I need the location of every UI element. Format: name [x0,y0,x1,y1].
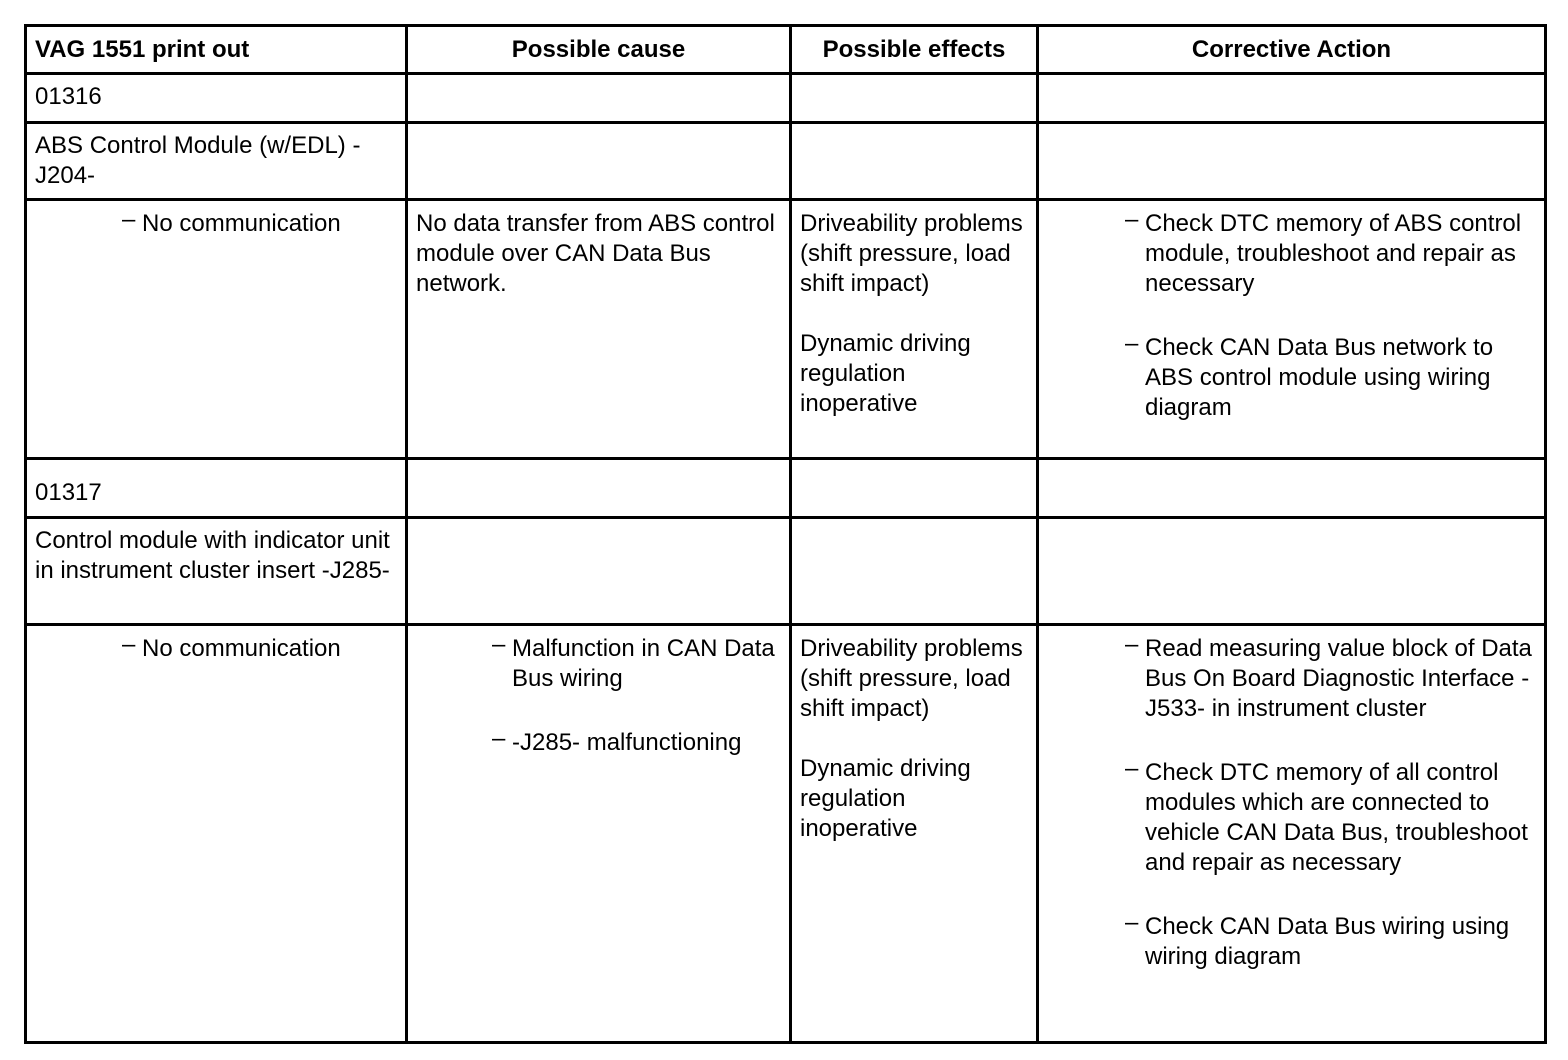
list-item: – Check DTC memory of all control modules which are connected to vehicle CAN Data Bus, troubleshoot and repair as necessary [1125,755,1528,876]
empty-cell [407,74,791,123]
dash-bullet: – [492,725,506,752]
action-cell [1038,200,1546,459]
fault-code: 01316 [26,74,407,123]
effect-text: Driveability problems (shift pressure, load shift impact) [800,635,1023,722]
empty-cell [407,518,791,625]
printout-cell [26,625,407,1043]
list-item: – Check DTC memory of ABS control module, troubleshoot and repair as necessary [1125,206,1522,297]
empty-cell [1038,459,1546,518]
empty-cell [791,459,1038,518]
header-row [26,26,1546,74]
dtc-table [24,24,1547,1044]
cause-text: No data transfer from ABS control module over CAN Data Bus network. [416,210,775,297]
table-row [26,200,1546,459]
dash-bullet: – [122,206,136,233]
table-row [26,518,1546,625]
table-row [26,459,1546,518]
action-cell [1038,625,1546,1043]
effect-text: Driveability problems (shift pressure, load shift impact) [800,210,1023,297]
module-name: ABS Control Module (w/EDL) -J204- [26,123,407,200]
module-name: Control module with indicator unit in instrument cluster insert -J285- [26,518,407,625]
cause-cell [407,200,791,459]
printout-cell [26,200,407,459]
header-printout: VAG 1551 print out [26,26,407,74]
list-item: – Read measuring value block of Data Bus On Board Diagnostic Interface -J533- in instrument cluster [1125,631,1532,722]
header-possible-cause: Possible cause [407,26,791,74]
table-row [26,74,1546,123]
empty-cell [791,123,1038,200]
empty-cell [407,459,791,518]
effects-cell [791,200,1038,459]
list-item: – -J285- malfunctioning [492,725,742,756]
dash-bullet: – [1125,909,1139,936]
empty-cell [1038,518,1546,625]
dash-bullet: – [1125,631,1139,658]
dash-bullet: – [1125,206,1139,233]
dash-bullet: – [1125,755,1139,782]
dash-bullet: – [492,631,506,658]
list-item: – No communication [122,631,341,662]
empty-cell [407,123,791,200]
dash-bullet: – [1125,330,1139,357]
empty-cell [791,74,1038,123]
effect-text: Dynamic driving regulation inoperative [800,330,971,417]
empty-cell [791,518,1038,625]
cause-cell [407,625,791,1043]
list-item: – Check CAN Data Bus wiring using wiring diagram [1125,909,1510,970]
fault-code: 01317 [26,459,407,518]
list-item: – Check CAN Data Bus network to ABS control module using wiring diagram [1125,330,1494,421]
table-row [26,625,1546,1043]
effects-cell [791,625,1038,1043]
effect-text: Dynamic driving regulation inoperative [800,755,971,842]
header-possible-effects: Possible effects [791,26,1038,74]
table-row [26,123,1546,200]
list-item: – No communication [122,206,341,237]
dash-bullet: – [122,631,136,658]
empty-cell [1038,123,1546,200]
list-item: – Malfunction in CAN Data Bus wiring [492,631,775,692]
header-corrective-action: Corrective Action [1038,26,1546,74]
empty-cell [1038,74,1546,123]
